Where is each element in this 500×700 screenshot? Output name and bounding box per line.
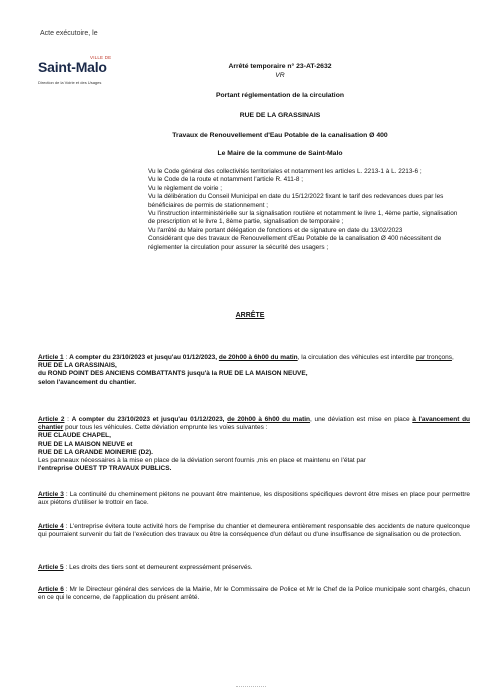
article-1-selon: selon l'avancement du chantier. <box>38 378 136 386</box>
article-2-dates: A compter du 23/10/2023 et jusqu'au 01/12/2023, <box>71 416 225 423</box>
article-6-text: : Mr le Directeur général des services de la Mairie, Mr le Commissaire de Police et Mr le Chef de la Police municipale sont chargés, chacun en ce qui le concerne, de l'application du présent arrêté. <box>38 586 470 602</box>
arrete-travaux: Travaux de Renouvellement d'Eau Potable de la canalisation Ø 400 <box>172 132 388 139</box>
arrete-number: Arrêté temporaire n° 23-AT-2632 <box>228 63 332 70</box>
article-1-text2: , <box>451 354 454 361</box>
article-2-text2: pour tous les véhicules. Cette déviation emprunte les voies suivantes : <box>63 424 268 432</box>
article-2-hours: de 20h00 à 6h00 du matin <box>227 416 311 423</box>
article-5 <box>38 564 470 572</box>
logo-subtitle: Direction de la Voirie et des Usages <box>38 80 102 85</box>
article-2-entreprise: l'entreprise OUEST TP TRAVAUX PUBLICS. <box>38 465 172 473</box>
article-2-route-2: RUE DE LA MAISON NEUVE et <box>38 440 133 448</box>
signature-mark <box>236 686 266 688</box>
article-5-text: : Les droits des tiers sont et demeurent expressément préservés. <box>63 564 253 571</box>
article-2-intro <box>38 416 470 432</box>
vu-item: Vu l'instruction interministérielle sur la signalisation routière et notamment le livre 1, 4ème partie, signalisation de prescription et le livre 1, 8ème partie, signalisation de temporaire ; <box>148 210 458 226</box>
saint-malo-logo <box>38 55 138 85</box>
article-2-panneaux: Les panneaux nécessaires à la mise en place de la déviation seront fournis ,mis en place et maintenu en l'état par <box>38 457 366 465</box>
vus-list <box>148 168 463 252</box>
article-1-hours: de 20h00 à 6h00 du matin <box>218 354 298 361</box>
article-1-text1: , la circulation des véhicules est interdite <box>297 354 416 361</box>
arrete-heading: ARRÊTE <box>235 312 265 319</box>
article-1-intro <box>38 354 470 362</box>
article-2-text1: , une déviation est mise en place <box>310 416 413 423</box>
vu-item: Vu le règlement de voirie ; <box>148 184 223 192</box>
article-6 <box>38 586 470 602</box>
acte-executoire-line: Acte exécutoire, le <box>40 30 98 37</box>
vu-item: Vu le Code général des collectivités territoriales et notamment les articles L. 2213-1 à L. 2213-6 ; <box>148 168 422 175</box>
article-2-sep: : <box>64 416 72 423</box>
vu-item: Vu l'arrêté du Maire portant délégation de fonctions et de signature en date du 13/02/2023 <box>148 226 403 234</box>
article-3 <box>38 491 470 507</box>
article-2-avancement: à l'avancement du chantier <box>38 416 471 432</box>
arrete-rue: RUE DE LA GRASSINAIS <box>239 112 321 119</box>
article-2 <box>38 416 470 473</box>
article-1-street: RUE DE LA GRASSINAIS, <box>38 362 117 370</box>
arrete-objet: Portant réglementation de la circulation <box>215 92 345 99</box>
article-1 <box>38 354 470 387</box>
arrete-maire: Le Maire de la commune de Saint-Malo <box>217 150 343 157</box>
article-1-dates: A compter du 23/10/2023 et jusqu'au 01/12/2023, <box>69 354 218 361</box>
article-1-sep: : <box>63 354 70 361</box>
vu-item: Vu la délibération du Conseil Municipal en date du 15/12/2022 fixant le tarif des redevances dues par les bénéficiaires de permis de stationnement ; <box>148 193 444 209</box>
article-3-label: Article 3 <box>38 491 64 498</box>
article-2-label: Article 2 <box>38 416 65 423</box>
considerant-item: Considérant que des travaux de Renouvellement d'Eau Potable de la canalisation Ø 400 nécessitent de réglementer la circulation pour assurer la sécurité des usagers ; <box>148 235 442 251</box>
article-5-label: Article 5 <box>38 564 64 571</box>
logo-name: Saint-Malo <box>38 59 107 75</box>
logo-ville-de: VILLE DE <box>90 55 112 60</box>
article-4 <box>38 523 470 539</box>
article-2-route-3: RUE DE LA GRANDE MOINERIE (D2). <box>38 448 153 456</box>
article-1-label: Article 1 <box>38 354 64 361</box>
arrete-initials: VR <box>275 72 285 79</box>
article-4-text: : L'entreprise évitera toute activité hors de l'emprise du chantier et demeurera entièrement responsable des accidents de nature quelconque qui pourraient survenir du fait de l'exécution des travaux ou être la conséquence d'un défaut ou d'une insuffisance de signalisation ou de protection. <box>38 523 470 539</box>
article-6-label: Article 6 <box>38 586 64 593</box>
vu-item: Vu le Code de la route et notamment l'article R. 411-8 ; <box>148 176 304 184</box>
article-2-route-1: RUE CLAUDE CHAPEL, <box>38 432 111 440</box>
article-1-section: du ROND POINT DES ANCIENS COMBATTANTS jusqu'à la RUE DE LA MAISON NEUVE, <box>38 370 308 378</box>
article-3-text: : La continuité du cheminement piétons ne pouvant être maintenue, les dispositions spécifiques devront être mises en place pour permettre aux piétons d'utiliser le trottoir en face. <box>38 491 470 507</box>
article-1-troncons: par tronçons <box>415 354 452 361</box>
article-4-label: Article 4 <box>38 523 64 530</box>
